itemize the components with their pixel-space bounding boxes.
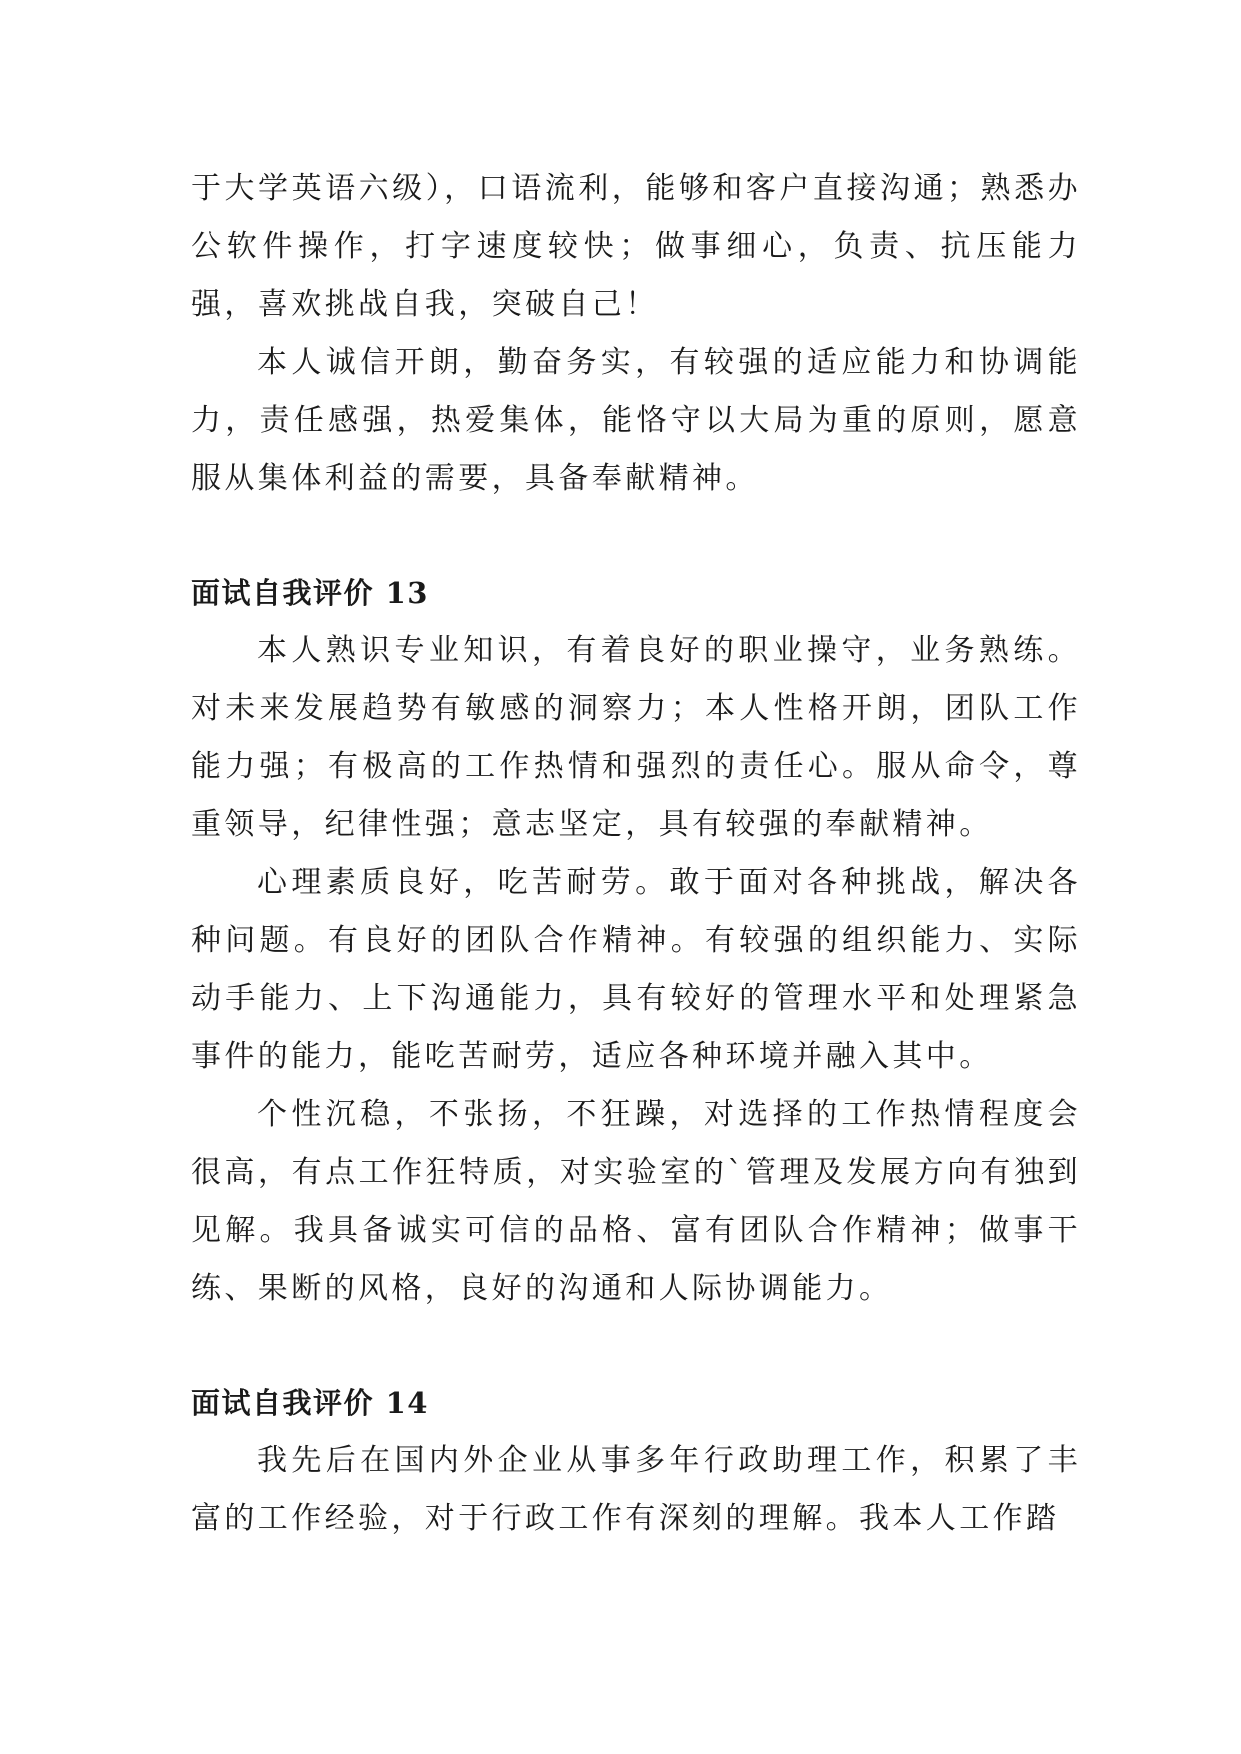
paragraph-language-skills: 于大学英语六级），口语流利，能够和客户直接沟通；熟悉办公软件操作，打字速度较快；做事细心，负责、抗压能力强，喜欢挑战自我，突破自己！ — [191, 171, 1081, 322]
paragraph-personality-steady: 个性沉稳，不张扬，不狂躁，对选择的工作热情程度会很高，有点工作狂特质，对实验室的`管理及发展方向有独到见解。我具备诚实可信的品格、富有团队合作精神；做事干练、果断的风格，良好的沟通和人际协调能力。 — [191, 1097, 1081, 1306]
paragraph-admin-experience: 我先后在国内外企业从事多年行政助理工作，积累了丰富的工作经验，对于行政工作有深刻的理解。我本人工作踏 — [191, 1443, 1081, 1536]
section-heading-14: 面试自我评价 14 — [191, 1386, 429, 1420]
section-gap — [191, 508, 1081, 564]
document-body — [191, 160, 1081, 1548]
section-gap — [191, 1318, 1081, 1374]
paragraph-professional-knowledge: 本人熟识专业知识，有着良好的职业操守，业务熟练。对未来发展趋势有敏感的洞察力；本人性格开朗，团队工作能力强；有极高的工作热情和强烈的责任心。服从命令，尊重领导，纪律性强；意志坚定，具有较强的奉献精神。 — [191, 633, 1081, 842]
section-heading-13: 面试自我评价 13 — [191, 576, 429, 610]
paragraph-psychological-quality: 心理素质良好，吃苦耐劳。敢于面对各种挑战，解决各种问题。有良好的团队合作精神。有较强的组织能力、实际动手能力、上下沟通能力，具有较好的管理水平和处理紧急事件的能力，能吃苦耐劳，适应各种环境并融入其中。 — [191, 865, 1081, 1074]
paragraph-personality: 本人诚信开朗，勤奋务实，有较强的适应能力和协调能力，责任感强，热爱集体，能恪守以大局为重的原则，愿意服从集体利益的需要，具备奉献精神。 — [191, 345, 1081, 496]
